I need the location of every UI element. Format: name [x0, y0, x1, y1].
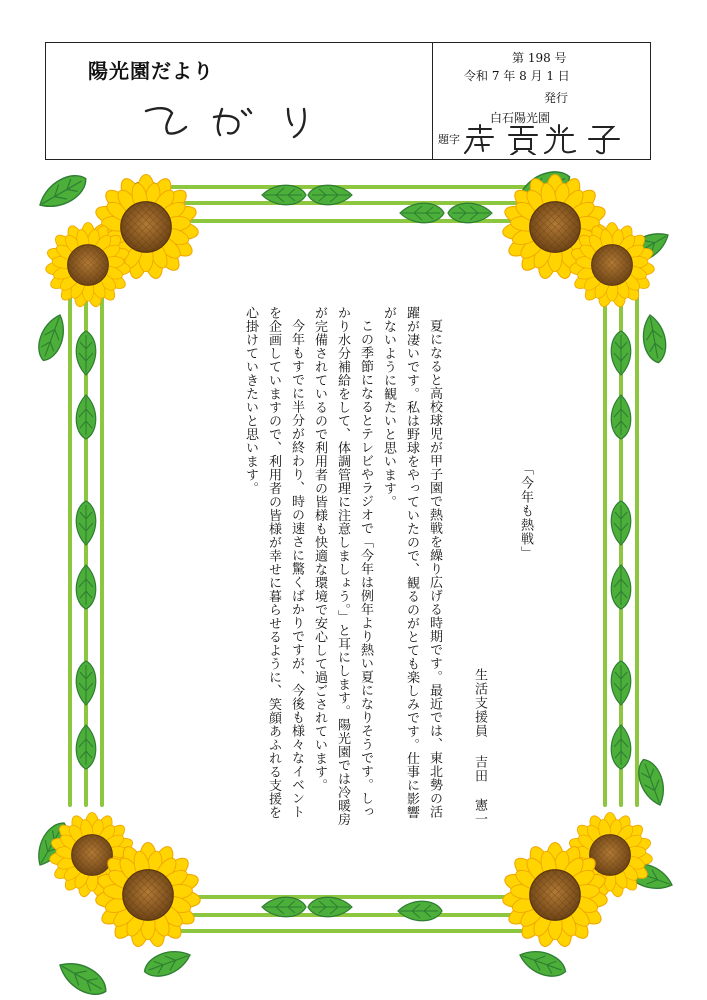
- header-divider: [432, 43, 433, 159]
- author-family-name: 吉田: [472, 755, 487, 784]
- article-title: 「今年も熱戦」: [518, 462, 533, 560]
- article-paragraph: 夏になると高校球児が甲子園で熱戦を繰り広げる時期です。最近では、東北勢の活躍が凄いです。私は野球をやっていたので、観るのがとても楽しみです。仕事に影響がないように観たいと思います。: [381, 306, 442, 819]
- calligrapher-signature: [461, 123, 636, 155]
- author-given-name: 憲一: [472, 798, 487, 827]
- calligraphy-label: 題字: [438, 133, 460, 146]
- issue-published-label: 発行: [544, 91, 569, 105]
- article-paragraph: この季節になるとテレビやラジオで「今年は例年より熱い夏になりそうです。しっかり水分補給をして、体調管理に注意しましょう。」と耳にします。陽光園では冷暖房が完備されているので利用者の皆様も快適な環境で安心して過ごされています。: [312, 306, 373, 826]
- issuer-name: 白石陽光園: [490, 111, 551, 125]
- author-role: 生活支援員: [472, 668, 487, 738]
- newsletter-title: 陽光園だより: [88, 59, 214, 83]
- issue-number: 第 198 号: [512, 51, 567, 65]
- article-body: [200, 306, 446, 826]
- article-paragraph: 今年もすでに半分が終わり、時の速さに驚くばかりですが、今後も様々なイベントを企画していますので、利用者の皆様が幸せに暮らせるように、笑顔あふれる支援を心掛けていきたいと思います。: [243, 306, 304, 819]
- author-byline: [470, 668, 489, 826]
- newsletter-header: [45, 42, 651, 160]
- issue-date: 令和 7 年 8 月 1 日: [464, 69, 570, 83]
- brush-title-logo: [138, 101, 338, 141]
